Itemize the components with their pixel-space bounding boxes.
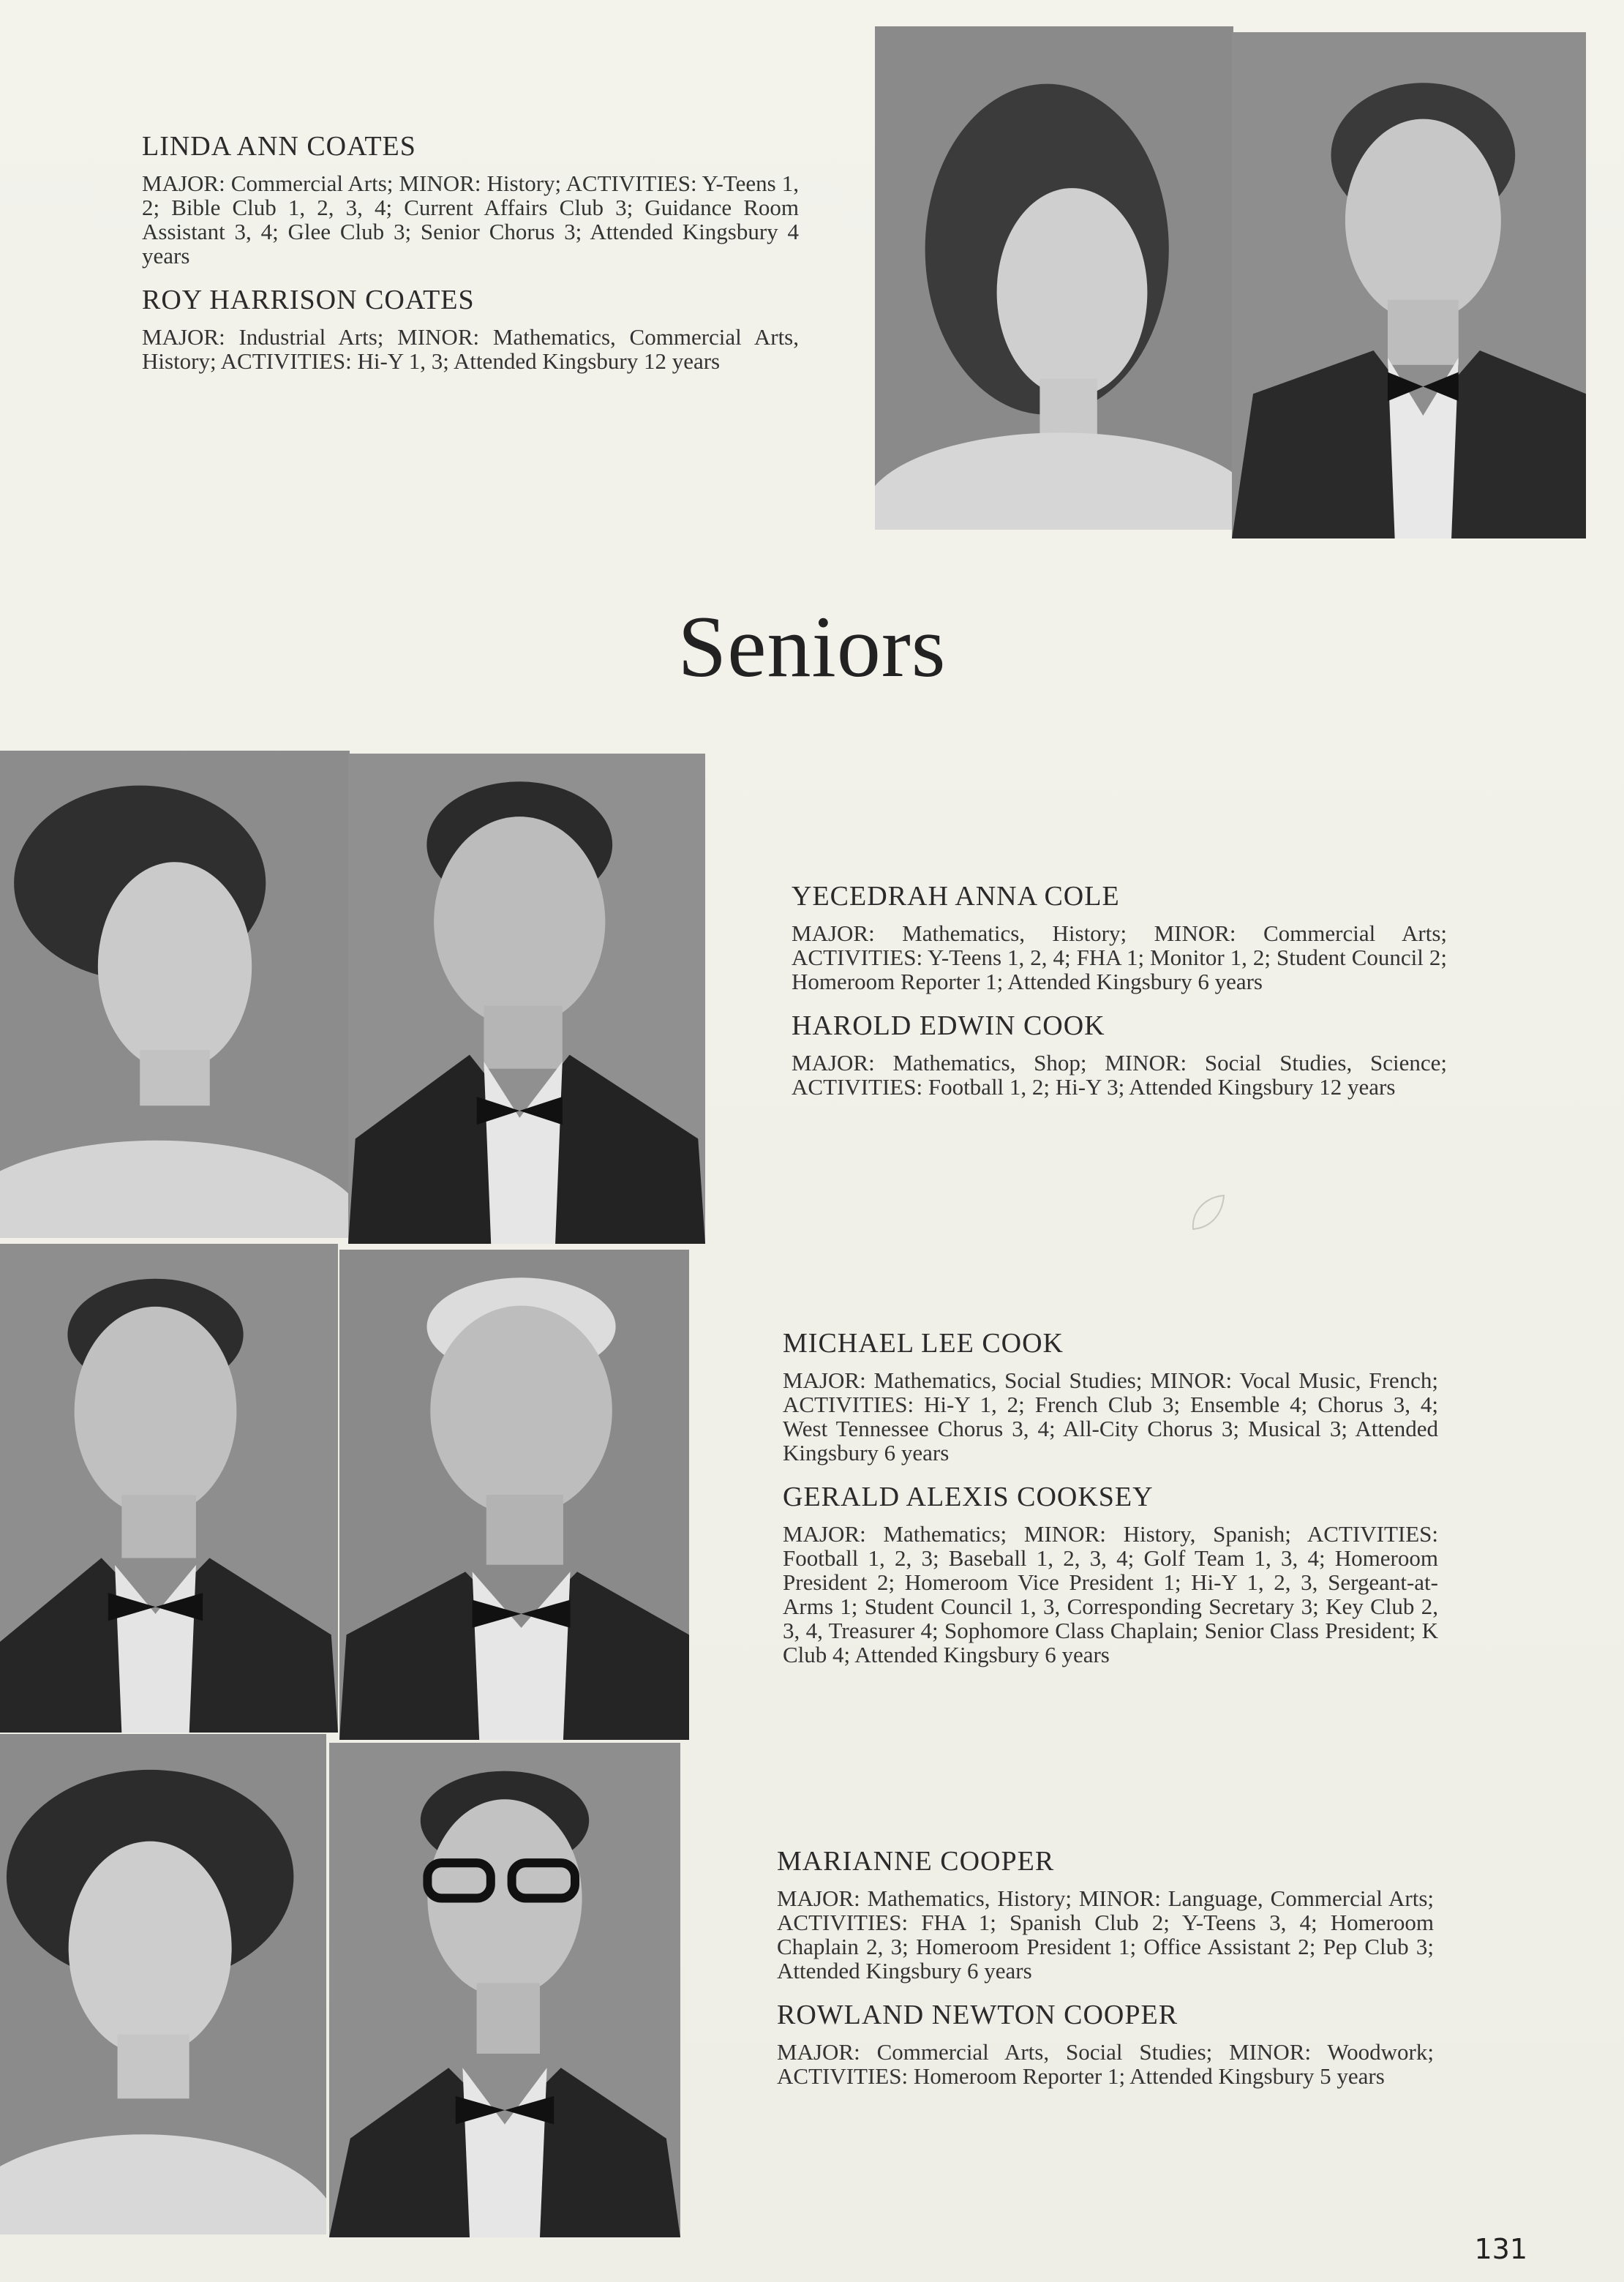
portrait-photo [0,1244,338,1733]
bio-block-cook-cooksey [783,1327,1438,1667]
student-name: ROWLAND NEWTON COOPER [777,2000,1178,2030]
portrait-photo [348,754,705,1244]
bio-block-top [142,130,799,373]
student-details: MAJOR: Mathematics; MINOR: History, Spanish; ACTIVITIES: Football 1, 2, 3; Baseball 1, 2, 3, 4; Golf Team 1, 3, 4; Homeroom President 2; Homeroom Vice President 1; Hi-Y 1, 2, 3, Sergeant-at-Arms 1; Student Council 1, 3, Corresponding Secretary 3; Key Club 2, 3, 4, Treasurer 4; Sophomore Class Chaplain; Senior Class President; K Club 4; Attended Kingsbury 6 years [783,1521,1438,1667]
student-details: MAJOR: Mathematics, History; MINOR: Commercial Arts; ACTIVITIES: Y-Teens 1, 2, 4; FHA 1; Monitor 1, 2; Student Council 2; Homeroom Reporter 1; Attended Kingsbury 6 years [792,920,1447,994]
student-name: GERALD ALEXIS COOKSEY [783,1482,1154,1512]
student-details: MAJOR: Mathematics, Shop; MINOR: Social Studies, Science; ACTIVITIES: Football 1, 2; Hi-Y 3; Attended Kingsbury 12 years [792,1050,1447,1100]
portrait-photo [0,751,350,1238]
student-name: LINDA ANN COATES [142,131,416,162]
bio-block-cole-cook [792,880,1447,1099]
student-name: ROY HARRISON COATES [142,285,475,315]
page-title: Seniors [677,598,947,695]
portrait-photo [339,1250,689,1740]
student-details: MAJOR: Commercial Arts, Social Studies; MINOR: Woodwork; ACTIVITIES: Homeroom Reporter 1; Attended Kingsbury 5 years [777,2039,1434,2089]
student-details: MAJOR: Mathematics, Social Studies; MINOR: Vocal Music, French; ACTIVITIES: Hi-Y 1, 2; French Club 3; Ensemble 4; Chorus 3, 4; West Tennessee Chorus 3, 4; All-City Chorus 3; Musical 3; Attended Kingsbury 6 years [783,1367,1438,1465]
portrait-photo [329,1743,680,2237]
student-details: MAJOR: Industrial Arts; MINOR: Mathematics, Commercial Arts, History; ACTIVITIES: Hi-Y 1, 3; Attended Kingsbury 12 years [142,324,799,374]
portrait-photo [0,1734,326,2234]
student-name: YECEDRAH ANNA COLE [792,881,1120,912]
portrait-photo [1232,32,1586,538]
page-number: 131 [1474,2233,1527,2265]
bio-block-cooper [777,1845,1434,2088]
portrait-photo [875,26,1233,530]
student-name: HAROLD EDWIN COOK [792,1010,1105,1041]
student-details: MAJOR: Commercial Arts; MINOR: History; ACTIVITIES: Y-Teens 1, 2; Bible Club 1, 2, 3, 4; Current Affairs Club 3; Guidance Room Assistant 3, 4; Glee Club 3; Senior Chorus 3; Attended Kingsbury 4 years [142,170,799,269]
student-name: MICHAEL LEE COOK [783,1328,1064,1359]
leaf-mark-icon [1189,1193,1227,1234]
student-name: MARIANNE COOPER [777,1846,1055,1877]
student-details: MAJOR: Mathematics, History; MINOR: Language, Commercial Arts; ACTIVITIES: FHA 1; Spanish Club 2; Y-Teens 3, 4; Homeroom Chaplain 2, 3; Homeroom President 1; Office Assistant 2; Pep Club 3; Attended Kingsbury 6 years [777,1885,1434,1983]
